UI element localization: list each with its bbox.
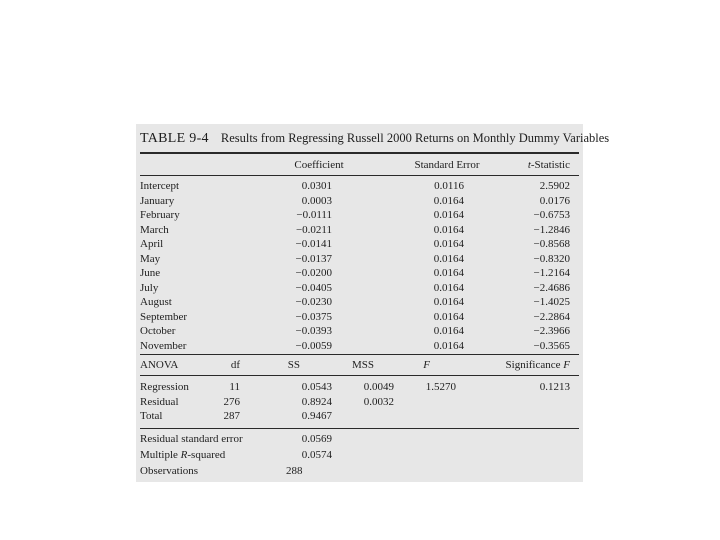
row-label: January: [140, 194, 175, 207]
standard-error-value: 0.0164: [433, 267, 464, 279]
t-statistic-value: −2.3966: [533, 325, 570, 337]
anova-f-value: 1.5270: [425, 381, 456, 393]
row-label: April: [140, 238, 164, 250]
t-statistic-value: −2.4686: [533, 281, 570, 294]
standard-error-value: 0.0116: [434, 180, 464, 192]
coefficient-value: −0.0111: [296, 209, 332, 221]
t-statistic-value: −1.2846: [533, 223, 570, 236]
row-label: September: [140, 310, 188, 323]
coefficient-value: −0.0141: [295, 238, 332, 250]
table-number: TABLE 9-4: [140, 131, 209, 146]
coefficient-value: −0.0375: [295, 310, 332, 323]
row-label: June: [140, 267, 161, 279]
standard-error-value: 0.0164: [433, 325, 464, 337]
anova-significance-f-header: Significance F: [505, 359, 570, 371]
summary-value: 0.0574: [301, 449, 332, 461]
coefficient-value: −0.0405: [295, 281, 332, 294]
table-title: [140, 131, 609, 146]
t-statistic-header: t-Statistic: [527, 159, 570, 171]
t-statistic-value: 0.0176: [539, 194, 570, 207]
anova-ss-value: 0.8924: [301, 395, 332, 408]
anova-f-header: F: [423, 359, 430, 371]
summary-value: 288: [286, 465, 303, 477]
anova-ss-header: SS: [287, 359, 300, 371]
anova-df-value: 276: [223, 395, 240, 408]
anova-row-label: Total: [140, 410, 163, 422]
anova-ss-value: 0.9467: [301, 410, 332, 422]
coefficient-value: −0.0211: [295, 223, 332, 236]
summary-value: 0.0569: [301, 433, 332, 445]
standard-error-value: 0.0164: [433, 238, 464, 250]
row-label: May: [140, 252, 161, 265]
coefficient-value: 0.0003: [301, 194, 332, 207]
coefficient-value: −0.0393: [295, 325, 332, 337]
anova-ss-value: 0.0543: [301, 381, 332, 393]
t-statistic-value: −0.3565: [533, 339, 570, 352]
anova-title: ANOVA: [140, 359, 179, 371]
standard-error-value: 0.0164: [433, 310, 464, 323]
standard-error-value: 0.0164: [433, 252, 464, 265]
coefficient-value: 0.0301: [301, 180, 332, 192]
row-label: August: [140, 296, 172, 308]
t-statistic-value: −2.2864: [533, 310, 570, 323]
anova-row-label: Residual: [140, 395, 179, 408]
table-panel: [136, 124, 610, 482]
row-label: November: [140, 339, 187, 352]
row-label: March: [140, 223, 169, 236]
summary-label: Observations: [140, 465, 199, 477]
standard-error-value: 0.0164: [433, 339, 464, 352]
coefficient-value: −0.0230: [295, 296, 332, 308]
header-rule: [140, 175, 579, 176]
summary-label: Multiple R-squared: [140, 449, 226, 461]
table-caption: Results from Regressing Russell 2000 Returns on Monthly Dummy Variables: [220, 131, 610, 145]
anova-mss-value: 0.0049: [363, 381, 394, 393]
standard-error-value: 0.0164: [433, 281, 464, 294]
anova-df-value: 287: [223, 410, 240, 422]
anova-df-value: 11: [229, 381, 240, 393]
anova-header-rule: [140, 375, 579, 376]
t-statistic-value: −0.8320: [533, 252, 570, 265]
row-label: October: [140, 325, 176, 337]
t-statistic-value: −1.2164: [533, 267, 570, 279]
coefficient-value: −0.0200: [295, 267, 332, 279]
standard-error-header: Standard Error: [414, 159, 480, 171]
summary-label: Residual standard error: [140, 433, 243, 445]
anova-row-label: Regression: [140, 381, 189, 393]
t-statistic-value: −0.8568: [533, 238, 570, 250]
anova-df-header: df: [230, 359, 240, 371]
anova-significance-value: 0.1213: [539, 381, 570, 393]
anova-top-rule: [140, 354, 579, 355]
row-label: February: [140, 209, 180, 221]
row-label: Intercept: [140, 180, 180, 192]
standard-error-value: 0.0164: [433, 209, 464, 221]
coefficient-value: −0.0137: [295, 252, 332, 265]
row-label: July: [140, 281, 159, 294]
coefficient-header: Coefficient: [294, 159, 344, 171]
coefficient-value: −0.0059: [295, 339, 332, 352]
t-statistic-value: 2.5902: [539, 180, 570, 192]
standard-error-value: 0.0164: [433, 296, 464, 308]
t-statistic-value: −0.6753: [533, 209, 570, 221]
summary-top-rule: [140, 428, 579, 429]
standard-error-value: 0.0164: [433, 194, 464, 207]
anova-mss-value: 0.0032: [363, 395, 394, 408]
anova-mss-header: MSS: [351, 359, 374, 371]
standard-error-value: 0.0164: [433, 223, 464, 236]
top-rule: [140, 152, 579, 154]
t-statistic-value: −1.4025: [533, 296, 570, 308]
